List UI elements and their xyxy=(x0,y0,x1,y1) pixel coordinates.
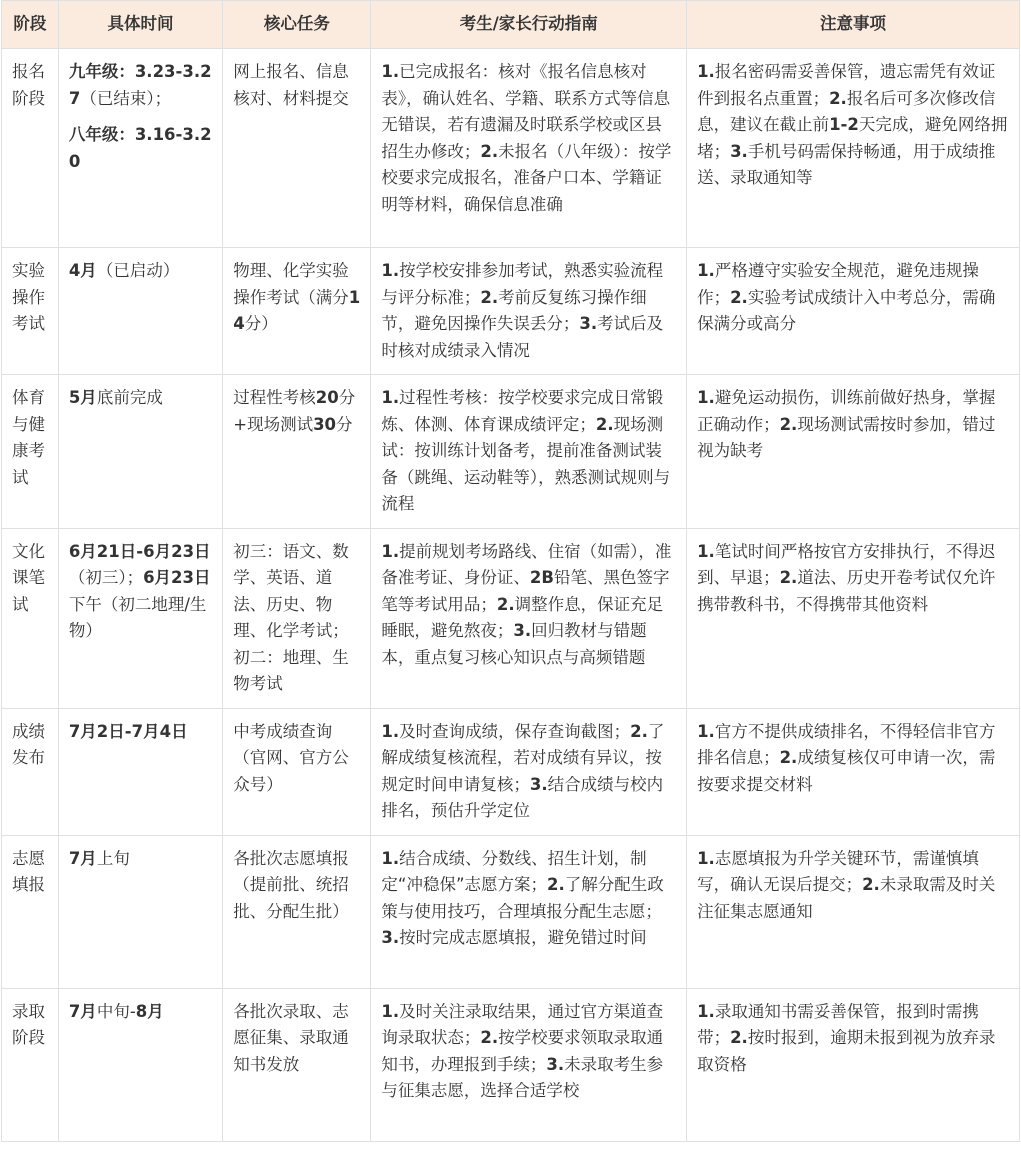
notes-text: 1. xyxy=(697,1001,715,1021)
task-cell xyxy=(223,375,371,529)
table-row xyxy=(2,49,1020,248)
time-text: 中旬- xyxy=(96,1001,136,1021)
notes-text: 1. xyxy=(697,62,715,81)
header-task: 核心任务 xyxy=(223,1,371,49)
notes-text: 2. xyxy=(779,568,798,587)
notes-text: 2. xyxy=(730,287,748,307)
time-text: （初三）； xyxy=(68,568,144,587)
time-paragraph xyxy=(69,122,212,175)
task-text: 20 xyxy=(315,388,339,407)
guide-cell xyxy=(371,988,687,1141)
guide-text: 调整作息，保证充足睡眠，避免熬夜； xyxy=(381,594,664,640)
stage-cell: 录取阶段 xyxy=(2,988,59,1141)
time-text: 6月21日-6月23日 xyxy=(68,541,211,561)
time-cell xyxy=(58,988,222,1141)
table-row xyxy=(2,988,1020,1141)
guide-cell xyxy=(371,708,687,835)
table-row xyxy=(2,708,1020,835)
task-text: 物理、化学实验操作考试（满分 xyxy=(233,261,349,307)
notes-cell xyxy=(687,375,1020,529)
task-cell xyxy=(223,528,371,708)
time-cell xyxy=(58,49,222,248)
guide-text: 2. xyxy=(595,414,614,434)
guide-text: 1. xyxy=(381,1001,400,1021)
guide-text: 结合成绩与校内排名，预估升学定位 xyxy=(381,774,664,820)
task-cell xyxy=(223,248,371,375)
notes-cell xyxy=(687,528,1020,708)
guide-cell xyxy=(371,49,687,248)
schedule-table xyxy=(1,0,1020,1142)
time-text: （已启动） xyxy=(96,261,180,280)
guide-text: 及时查询成绩，保存查询截图； xyxy=(399,721,631,741)
guide-text: 2. xyxy=(630,721,648,741)
notes-text: 官方不提供成绩排名，不得轻信非官方排名信息； xyxy=(697,721,996,767)
table-row xyxy=(2,375,1020,529)
guide-text: 2B xyxy=(529,568,554,587)
header-row xyxy=(2,1,1020,49)
guide-text: 3. xyxy=(513,621,532,640)
notes-cell xyxy=(687,835,1020,988)
time-text: 7月2日-7月4日 xyxy=(68,721,188,741)
notes-text: 2. xyxy=(829,88,847,108)
stage-cell: 文化课笔试 xyxy=(2,528,59,708)
guide-text: 过程性考核：按学校要求完成日常锻炼、体测、体育课成绩评定； xyxy=(381,388,664,434)
notes-text: 1. xyxy=(697,721,715,741)
notes-cell xyxy=(687,248,1020,375)
stage-cell: 成绩发布 xyxy=(2,708,59,835)
notes-text: 1. xyxy=(697,848,715,868)
time-text: 8月 xyxy=(135,1001,164,1021)
task-text: 初三：语文、数学、英语、道法、历史、物理、化学考试；初二：地理、生物考试 xyxy=(233,541,349,693)
time-cell xyxy=(58,375,222,529)
task-text: 30 xyxy=(313,414,337,434)
notes-text: 录取通知书需妥善保管，报到时需携带； xyxy=(697,1001,979,1047)
guide-text: 现场测试：按训练计划备考，提前准备测试装备（跳绳、运动鞋等），熟悉测试规则与流程 xyxy=(381,414,671,513)
guide-text: 提前规划考场路线、住宿（如需），准备准考证、身份证、 xyxy=(381,541,672,587)
time-paragraph xyxy=(69,539,212,645)
guide-text: 未录取考生参与征集志愿，选择合适学校 xyxy=(381,1054,664,1100)
guide-text: 按时完成志愿填报，避免错过时间 xyxy=(399,928,647,947)
guide-text: 3. xyxy=(546,1054,565,1074)
time-text: 5月 xyxy=(68,388,97,407)
guide-text: 按学校要求领取录取通知书，办理报到手续； xyxy=(381,1028,664,1074)
task-text: 过程性考核 xyxy=(233,388,316,407)
guide-text: 考前反复练习操作细节，避免因操作失误丢分； xyxy=(381,287,647,333)
time-cell xyxy=(58,248,222,375)
time-text: 八年级：3.16-3.20 xyxy=(68,125,212,171)
notes-text: 手机号码需保持畅通，用于成绩推送、录取通知等 xyxy=(697,141,996,187)
time-cell xyxy=(58,708,222,835)
guide-text: 及时关注录取结果，通过官方渠道查询录取状态； xyxy=(381,1001,664,1047)
stage-cell: 志愿填报 xyxy=(2,835,59,988)
guide-text: 按学校安排参加考试，熟悉实验流程与评分标准； xyxy=(381,261,664,307)
task-text: 中考成绩查询（官网、官方公众号） xyxy=(233,721,349,794)
guide-text: 了解成绩复核流程，若对成绩有异议，按规定时间申请复核； xyxy=(381,721,665,794)
guide-text: 未报名（八年级）：按学校要求完成报名，准备户口本、学籍证明等材料，确保信息准确 xyxy=(381,141,672,214)
notes-text: 1. xyxy=(697,261,715,280)
notes-text: 笔试时间严格按官方安排执行，不得迟到、早退； xyxy=(697,541,996,587)
notes-text: 1. xyxy=(697,541,715,561)
table-row xyxy=(2,248,1020,375)
notes-text: 严格遵守实验安全规范，避免违规操作； xyxy=(697,261,979,307)
task-cell xyxy=(223,708,371,835)
time-text: 6月23日 xyxy=(143,568,211,587)
notes-text: 报名后可多次修改信息，建议在截止前 xyxy=(697,88,996,134)
time-text: （已结束）； xyxy=(80,88,172,108)
notes-text: 志愿填报为升学关键环节，需谨慎填写，确认无误后提交； xyxy=(697,848,979,894)
table-row xyxy=(2,835,1020,988)
notes-text: 报名密码需妥善保管，遗忘需凭有效证件到报名点重置； xyxy=(697,62,996,108)
task-text: 分） xyxy=(244,314,278,333)
time-paragraph xyxy=(69,258,212,285)
guide-text: 3. xyxy=(579,314,598,333)
task-text: 14 xyxy=(233,287,361,333)
guide-text: 2. xyxy=(480,141,499,161)
notes-text: 道法、历史开卷考试仅允许携带教科书，不得携带其他资料 xyxy=(697,568,996,614)
time-text: 上旬 xyxy=(96,848,130,868)
guide-text: 2. xyxy=(496,594,515,614)
stage-cell: 体育与健康考试 xyxy=(2,375,59,529)
guide-text: 已完成报名：核对《报名信息核对表》，确认姓名、学籍、联系方式等信息无错误，若有遗漏及时联系学校或区县招生办修改； xyxy=(381,62,671,161)
guide-cell xyxy=(371,375,687,529)
notes-text: 1-2 xyxy=(829,115,859,134)
task-text: 各批次志愿填报（提前批、统招批、分配生批） xyxy=(233,848,349,921)
guide-text: 回归教材与错题本，重点复习核心知识点与高频错题 xyxy=(381,621,647,667)
notes-text: 按时报到，逾期未报到视为放弃录取资格 xyxy=(697,1028,996,1074)
task-text: 分+现场测试 xyxy=(233,388,356,434)
guide-cell xyxy=(371,248,687,375)
notes-text: 成绩复核仅可申请一次，需按要求提交材料 xyxy=(697,748,996,794)
time-paragraph xyxy=(69,999,212,1026)
guide-text: 2. xyxy=(480,287,499,307)
header-notes: 注意事项 xyxy=(687,1,1020,49)
task-cell xyxy=(223,835,371,988)
notes-text: 天完成，避免网络拥堵； xyxy=(697,115,1008,161)
notes-text: 2. xyxy=(779,414,798,434)
guide-cell xyxy=(371,835,687,988)
notes-text: 未录取需及时关注征集志愿通知 xyxy=(697,875,996,921)
notes-cell xyxy=(687,988,1020,1141)
notes-text: 2. xyxy=(862,875,880,894)
time-text: 7月 xyxy=(68,1001,97,1021)
guide-text: 1. xyxy=(381,62,400,81)
guide-text: 结合成绩、分数线、招生计划，制定“冲稳保”志愿方案； xyxy=(381,848,647,894)
guide-text: 3. xyxy=(529,774,548,794)
guide-text: 1. xyxy=(381,261,400,280)
time-paragraph xyxy=(69,59,212,112)
task-text: 分 xyxy=(336,414,353,434)
stage-cell: 实验操作考试 xyxy=(2,248,59,375)
notes-text: 现场测试需按时参加，错过视为缺考 xyxy=(697,414,996,460)
header-guide: 考生/家长行动指南 xyxy=(371,1,687,49)
guide-text: 1. xyxy=(381,848,400,868)
time-text: 4月 xyxy=(68,261,97,280)
notes-text: 实验考试成绩计入中考总分，需确保满分或高分 xyxy=(697,287,996,333)
guide-text: 2. xyxy=(547,875,565,894)
guide-text: 铅笔、黑色签字笔等考试用品； xyxy=(381,568,670,614)
time-text: 九年级：3.23-3.27 xyxy=(68,62,212,108)
header-time: 具体时间 xyxy=(58,1,222,49)
notes-text: 1. xyxy=(697,388,715,407)
task-text: 各批次录取、志愿征集、录取通知书发放 xyxy=(233,1001,349,1074)
table-body xyxy=(2,49,1020,1142)
guide-text: 考试后及时核对成绩录入情况 xyxy=(381,314,664,360)
time-paragraph xyxy=(69,719,212,746)
table-row xyxy=(2,528,1020,708)
header-stage: 阶段 xyxy=(2,1,59,49)
time-paragraph xyxy=(69,385,212,412)
time-cell xyxy=(58,835,222,988)
guide-cell xyxy=(371,528,687,708)
notes-cell xyxy=(687,49,1020,248)
notes-cell xyxy=(687,708,1020,835)
time-text: 下午（初二地理/生物） xyxy=(68,594,207,640)
guide-text: 1. xyxy=(381,721,400,741)
guide-text: 3. xyxy=(381,928,400,947)
guide-text: 了解分配生政策与使用技巧，合理填报分配生志愿； xyxy=(381,875,664,921)
task-text: 网上报名、信息核对、材料提交 xyxy=(233,62,349,108)
time-paragraph xyxy=(69,846,212,873)
task-cell xyxy=(223,988,371,1141)
notes-text: 2. xyxy=(779,748,798,767)
notes-text: 3. xyxy=(730,141,748,161)
time-text: 7月 xyxy=(68,848,97,868)
time-cell xyxy=(58,528,222,708)
notes-text: 2. xyxy=(730,1028,748,1047)
guide-text: 1. xyxy=(381,388,400,407)
notes-text: 避免运动损伤，训练前做好热身，掌握正确动作； xyxy=(697,388,996,434)
stage-cell: 报名阶段 xyxy=(2,49,59,248)
guide-text: 1. xyxy=(381,541,400,561)
time-text: 底前完成 xyxy=(96,388,163,407)
task-cell xyxy=(223,49,371,248)
guide-text: 2. xyxy=(480,1028,499,1047)
